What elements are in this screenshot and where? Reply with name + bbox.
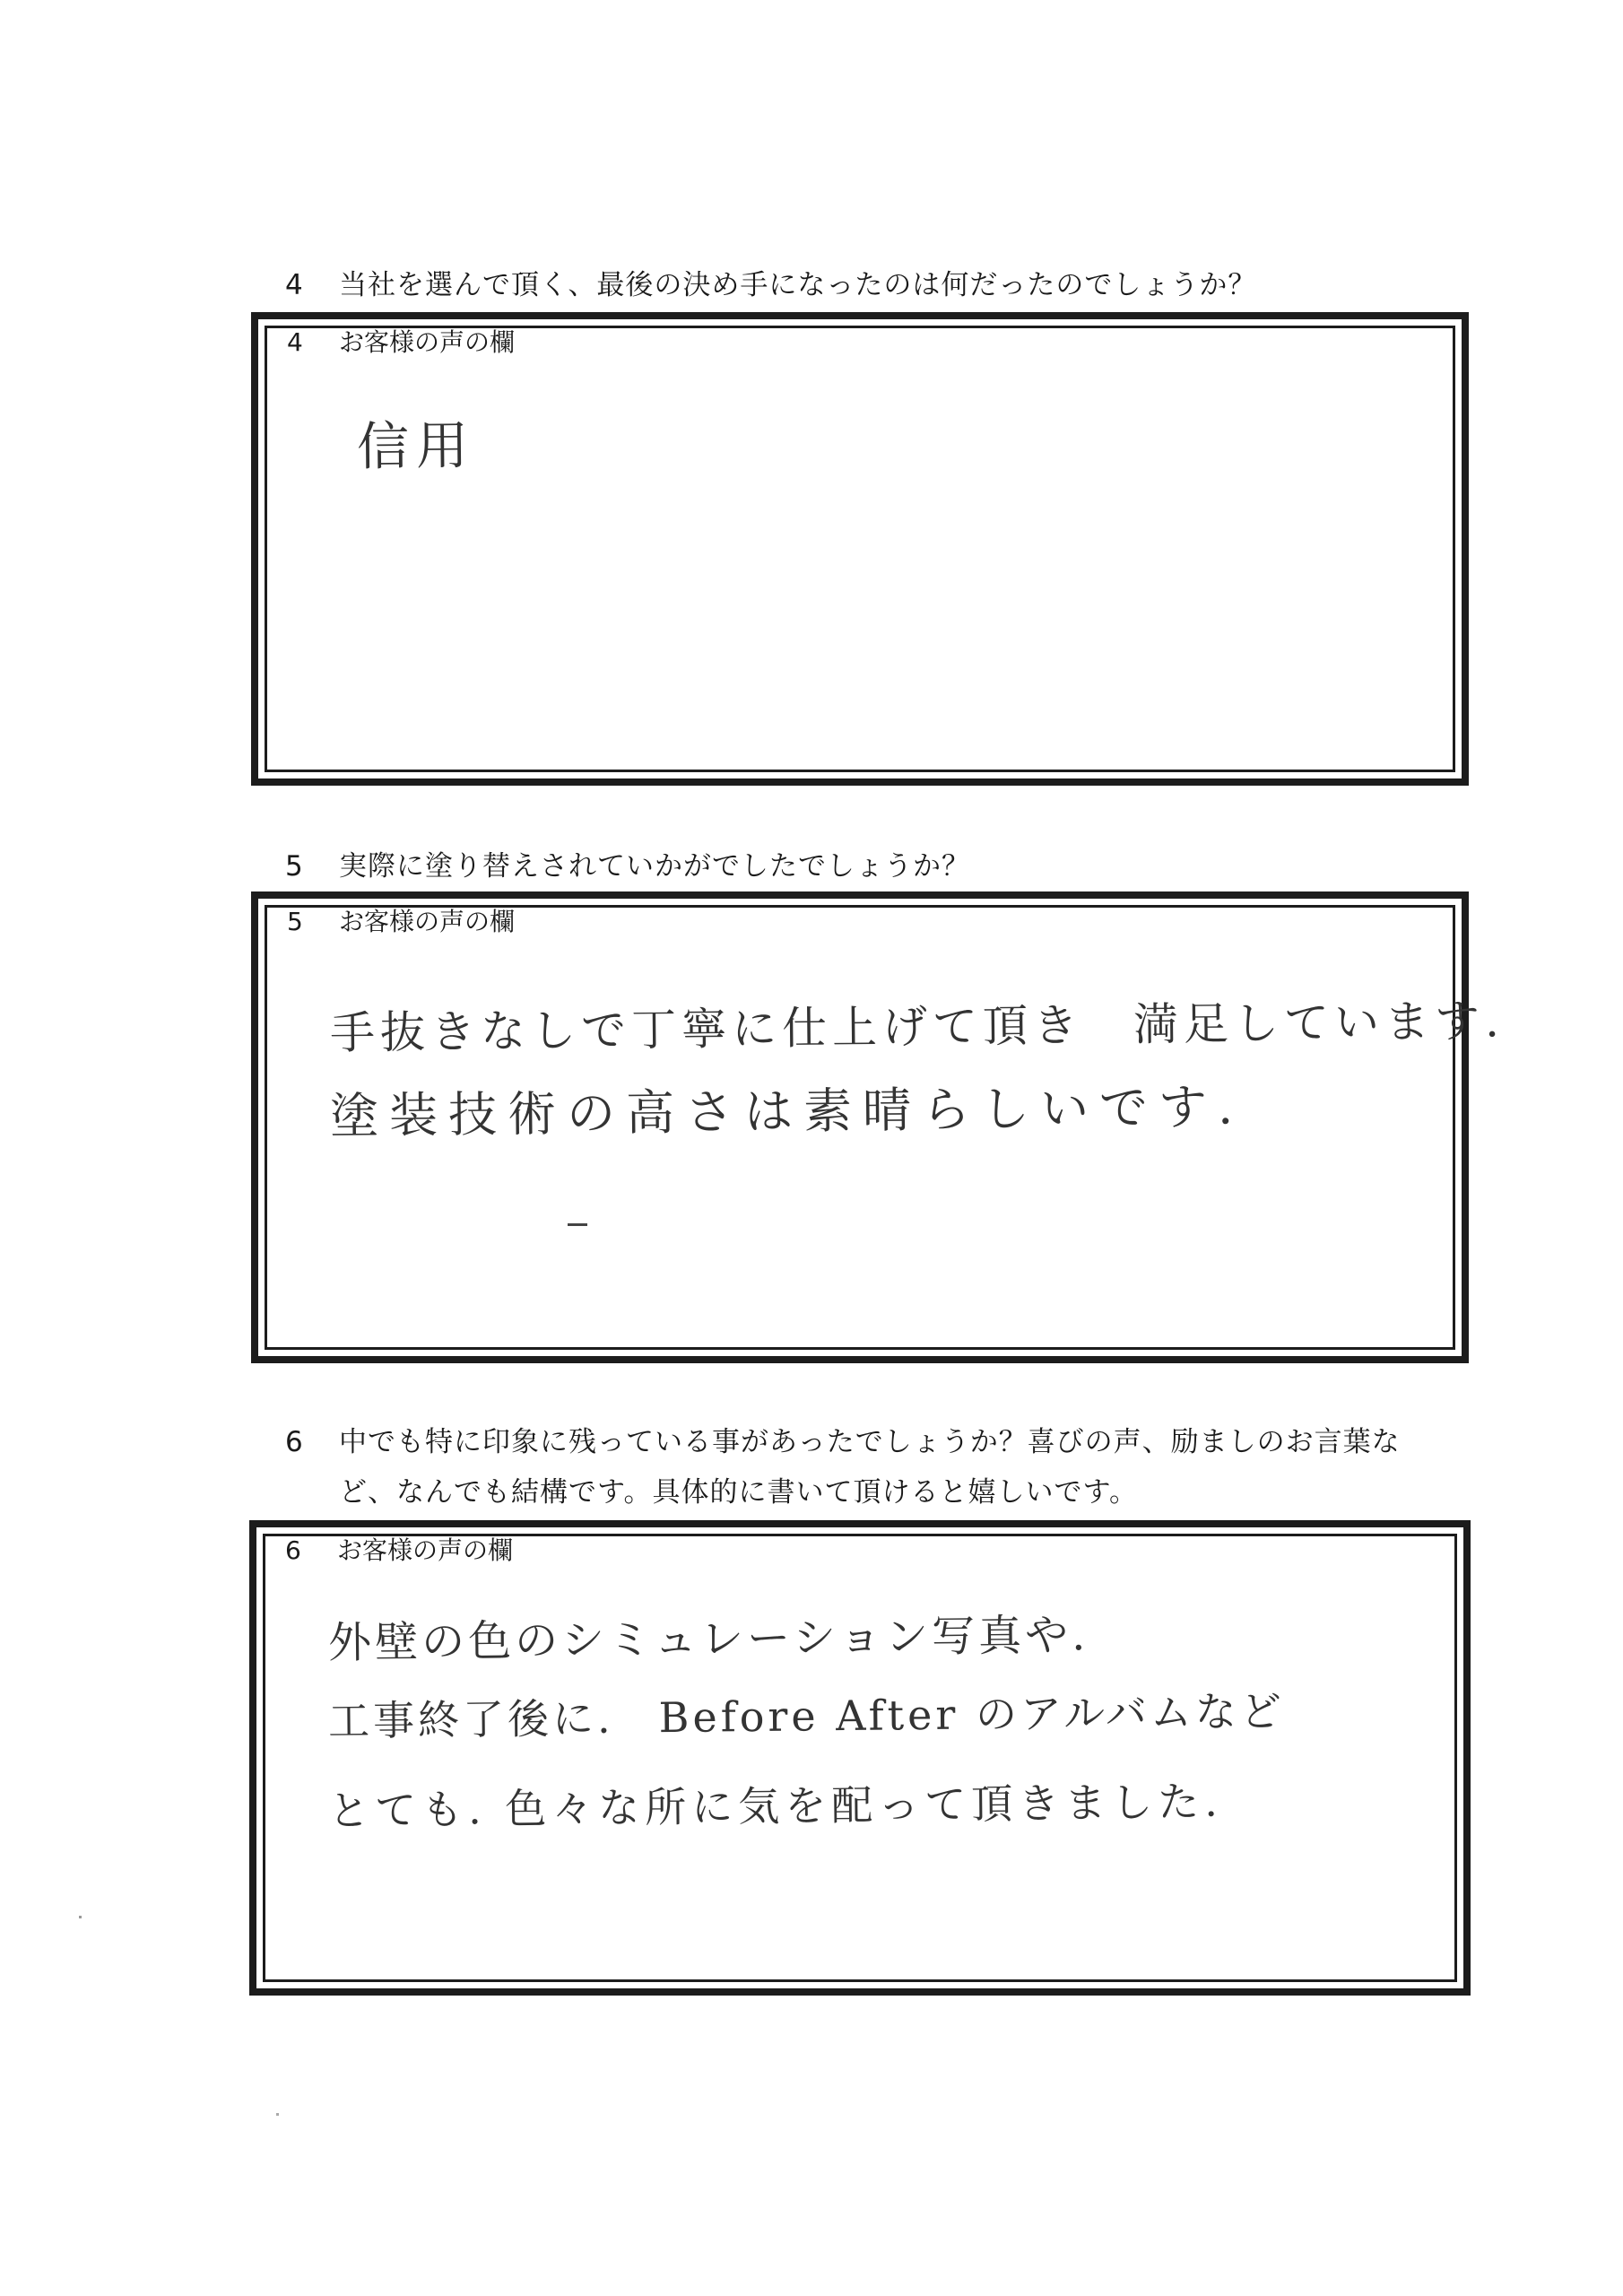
- question-4: [285, 260, 1451, 310]
- box-label: お客様の声の欄: [339, 907, 516, 936]
- box-number: 6: [285, 1535, 301, 1565]
- handwritten-answer-line: 手抜きなしで丁寧に仕上げて頂き 満足しています.: [329, 995, 1506, 1059]
- answer-box-5: [251, 891, 1506, 1363]
- box-header: [287, 904, 515, 940]
- question-text-line-2: ど、なんでも結構です。具体的に書いて頂けると嬉しいです。: [339, 1476, 1139, 1509]
- handwritten-answer-line: とても. 色々な所に気を配って頂きました.: [327, 1777, 1224, 1835]
- answer-box-inner-border: [265, 326, 1455, 772]
- box-number: 5: [287, 907, 303, 936]
- question-5: [285, 841, 1451, 891]
- answer-box-6: [249, 1520, 1471, 1996]
- handwritten-answer-line: 塗装技術の高さは素晴らしいです.: [329, 1078, 1245, 1144]
- question-text-line-1: 中でも特に印象に残っている事があったでしょうか？喜びの声、励ましのお言葉な: [339, 1426, 1401, 1458]
- answer-box-4: [251, 312, 1469, 786]
- question-text: 実際に塗り替えされていかがでしたでしょうか？: [339, 850, 970, 883]
- box-header: [285, 1533, 513, 1569]
- handwritten-answer-line: 信用: [356, 414, 476, 477]
- question-number: 5: [285, 850, 304, 883]
- question-text: 当社を選んで頂く、最後の決め手になったのは何だったのでしょうか？: [339, 269, 1257, 301]
- question-number: 6: [285, 1426, 304, 1458]
- question-number: 4: [285, 269, 304, 301]
- box-label: お客様の声の欄: [337, 1535, 514, 1565]
- box-number: 4: [287, 327, 303, 357]
- box-label: お客様の声の欄: [339, 327, 516, 357]
- scan-speck: [276, 2113, 279, 2116]
- scan-speck: [79, 1916, 82, 1918]
- handwritten-answer-line: 外壁の色のシミュレーション写真や.: [327, 1610, 1089, 1668]
- question-6: [285, 1417, 1478, 1518]
- stray-pen-mark: [568, 1223, 587, 1226]
- box-header: [287, 325, 515, 361]
- answer-box-inner-border: [263, 1534, 1457, 1982]
- handwritten-answer-line: 工事終了後に. Before After のアルバムなど: [327, 1686, 1286, 1745]
